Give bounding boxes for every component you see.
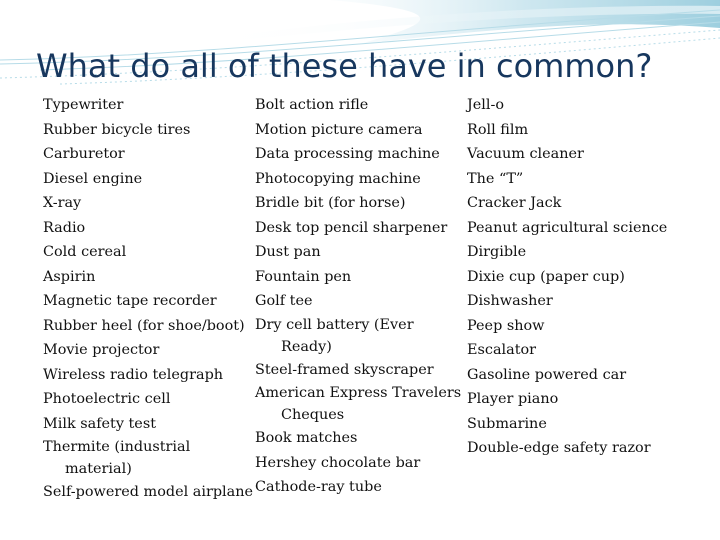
- list-item-continuation: material): [65, 461, 132, 477]
- slide-title: What do all of these have in common?: [36, 47, 653, 85]
- list-item: Roll film: [467, 121, 529, 138]
- list-item-line: American Express Travelers: [255, 385, 462, 401]
- list-item: Vacuum cleaner: [467, 146, 584, 162]
- list-item: Radio: [43, 219, 86, 236]
- list-item: Photocopying machine: [255, 170, 421, 187]
- list-item: Magnetic tape recorder: [43, 293, 217, 309]
- list-item: Cracker Jack: [467, 195, 562, 211]
- list-item: Milk safety test: [43, 415, 156, 432]
- list-item: X-ray: [43, 195, 82, 211]
- inventions-column-2: [255, 93, 465, 500]
- list-item: Self-powered model airplane: [43, 484, 253, 500]
- list-item: Peep show: [467, 317, 545, 334]
- list-item: [43, 436, 255, 480]
- list-item-continuation: Cheques: [281, 407, 345, 423]
- list-item: Typewriter: [43, 97, 124, 113]
- list-item: [255, 314, 465, 358]
- list-item: Rubber bicycle tires: [43, 121, 191, 138]
- list-item: Dirgible: [467, 244, 527, 260]
- list-item: Submarine: [467, 415, 547, 432]
- list-item: Aspirin: [43, 268, 96, 285]
- list-item: Carburetor: [43, 146, 125, 162]
- list-item: Cold cereal: [43, 244, 127, 260]
- list-item: Book matches: [255, 430, 358, 446]
- list-item: Diesel engine: [43, 170, 143, 187]
- list-item: Desk top pencil sharpener: [255, 219, 448, 236]
- inventions-column-1: [43, 93, 255, 505]
- list-item: Double-edge safety razor: [467, 440, 651, 456]
- list-item: Dixie cup (paper cup): [467, 268, 625, 285]
- list-item: Dust pan: [255, 244, 321, 260]
- list-item: Hershey chocolate bar: [255, 454, 421, 471]
- list-item: Movie projector: [43, 342, 160, 358]
- list-item: Data processing machine: [255, 146, 440, 162]
- list-item: The “T”: [467, 170, 524, 187]
- list-item: Fountain pen: [255, 268, 352, 285]
- list-item: Escalator: [467, 342, 537, 358]
- list-item: [255, 382, 465, 426]
- list-item: Player piano: [467, 391, 559, 407]
- list-item: Golf tee: [255, 293, 313, 309]
- list-item: Bolt action rifle: [255, 97, 369, 113]
- list-item: Peanut agricultural science: [467, 219, 668, 236]
- list-item: Wireless radio telegraph: [43, 366, 224, 383]
- inventions-column-3: [467, 93, 717, 461]
- list-item: Rubber heel (for shoe/boot): [43, 317, 245, 334]
- list-item: Cathode-ray tube: [255, 479, 382, 495]
- list-item-line: Dry cell battery (Ever: [255, 316, 414, 333]
- list-item: Jell-o: [467, 97, 505, 113]
- list-item: Motion picture camera: [255, 121, 423, 138]
- list-item-continuation: Ready): [281, 338, 332, 355]
- list-item: Steel-framed skyscraper: [255, 361, 434, 378]
- list-item: Dishwasher: [467, 293, 553, 309]
- list-item: Bridle bit (for horse): [255, 195, 406, 211]
- list-item-line: Thermite (industrial: [43, 439, 191, 455]
- list-item: Gasoline powered car: [467, 366, 627, 383]
- list-item: Photoelectric cell: [43, 391, 171, 407]
